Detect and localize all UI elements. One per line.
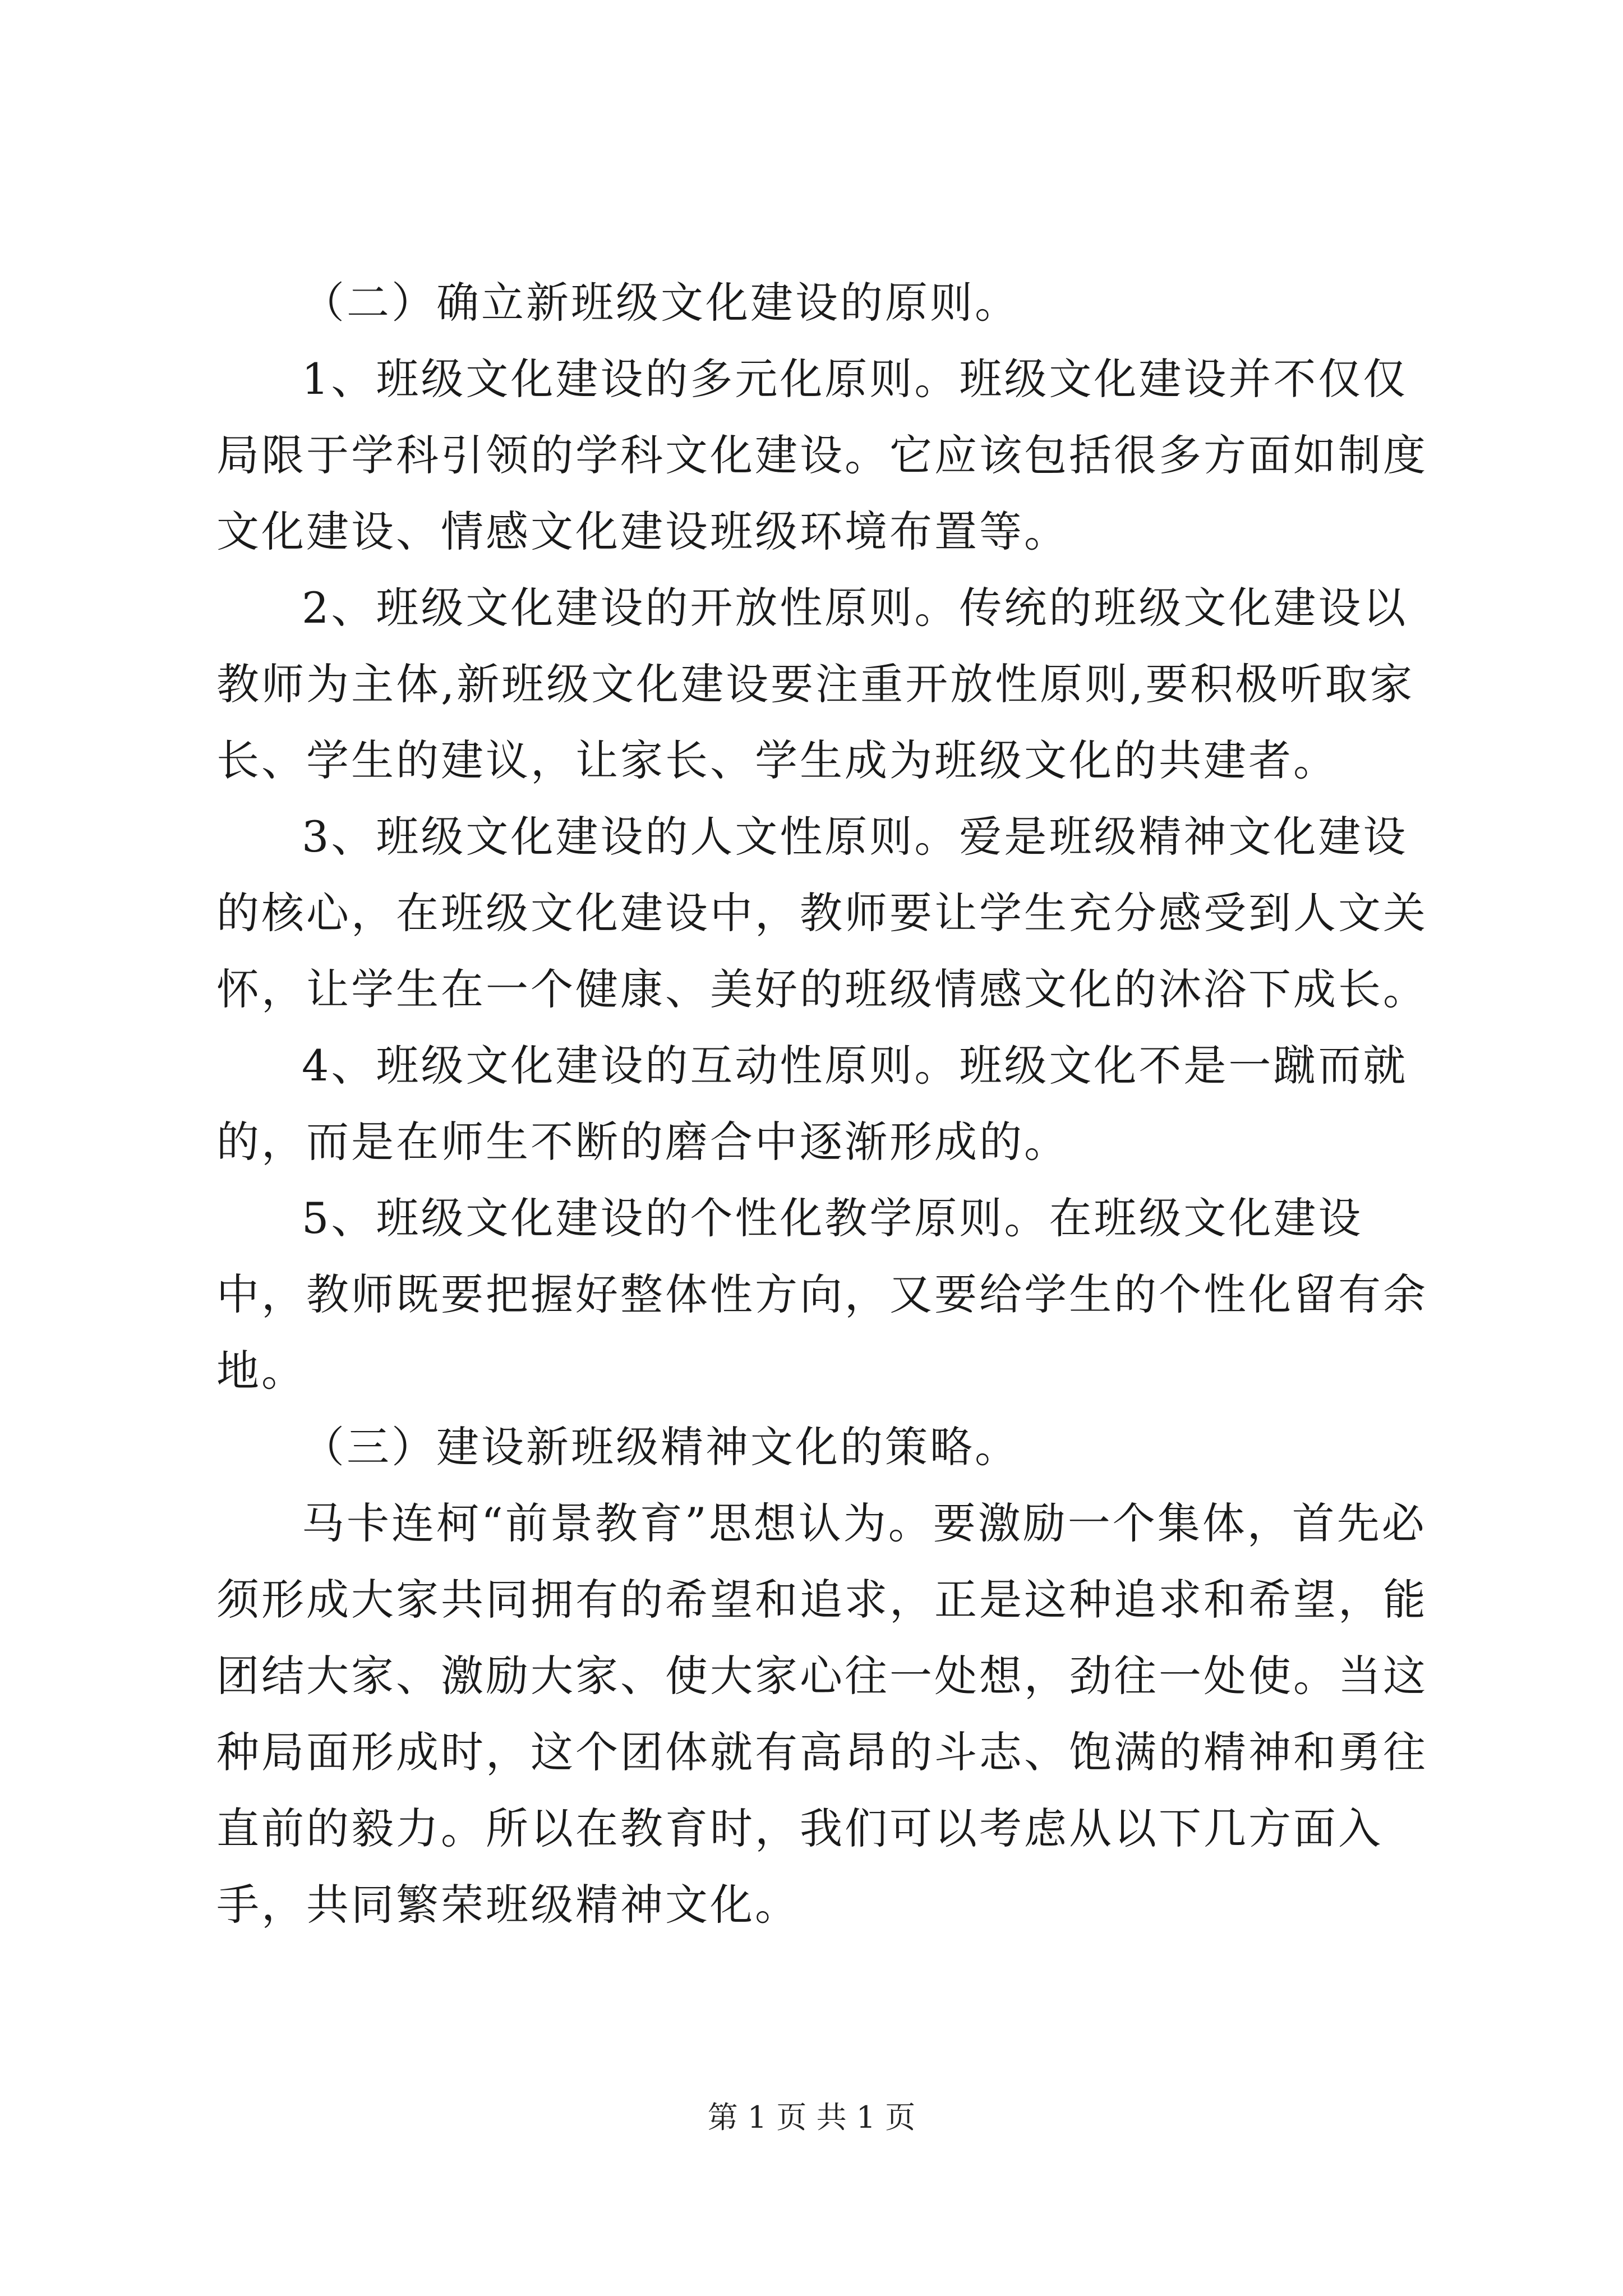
section-heading-two: （二）确立新班级文化建设的原则。 <box>302 278 1020 328</box>
principle-paragraph-5: 5、班级文化建设的个性化教学原则。在班级文化建设中，教师既要把握好整体性方向，又要给学生的个性化留有余地。 <box>216 1193 1428 1396</box>
principle-paragraph-2: 2、班级文化建设的开放性原则。传统的班级文化建设以教师为主体,新班级文化建设要注重开放性原则,要积极听取家长、学生的建议，让家长、学生成为班级文化的共建者。 <box>216 583 1415 785</box>
strategy-paragraph: 马卡连柯“前景教育”思想认为。要激励一个集体，首先必须形成大家共同拥有的希望和追求，正是这种追求和希望，能团结大家、激励大家、使大家心往一处想，劲往一处使。当这种局面形成时，这个团体就有高昂的斗志、饱满的精神和勇往直前的毅力。所以在教育时，我们可以考虑从以下几方面入手，共同繁荣班级精神文化。 <box>216 1498 1428 1930</box>
principle-paragraph-4: 4、班级文化建设的互动性原则。班级文化不是一蹴而就的，而是在师生不断的磨合中逐渐形成的。 <box>216 1041 1408 1167</box>
principle-paragraph-1: 1、班级文化建设的多元化原则。班级文化建设并不仅仅局限于学科引领的学科文化建设。它应该包括很多方面如制度文化建设、情感文化建设班级环境布置等。 <box>216 354 1428 556</box>
principle-paragraph-3: 3、班级文化建设的人文性原则。爱是班级精神文化建设的核心，在班级文化建设中，教师要让学生充分感受到人文关怀，让学生在一个健康、美好的班级情感文化的沐浴下成长。 <box>216 812 1428 1014</box>
document-body <box>216 265 1428 1943</box>
page-footer: 第 1 页 共 1 页 <box>707 2100 916 2135</box>
section-heading-three: （三）建设新班级精神文化的策略。 <box>302 1422 1020 1472</box>
